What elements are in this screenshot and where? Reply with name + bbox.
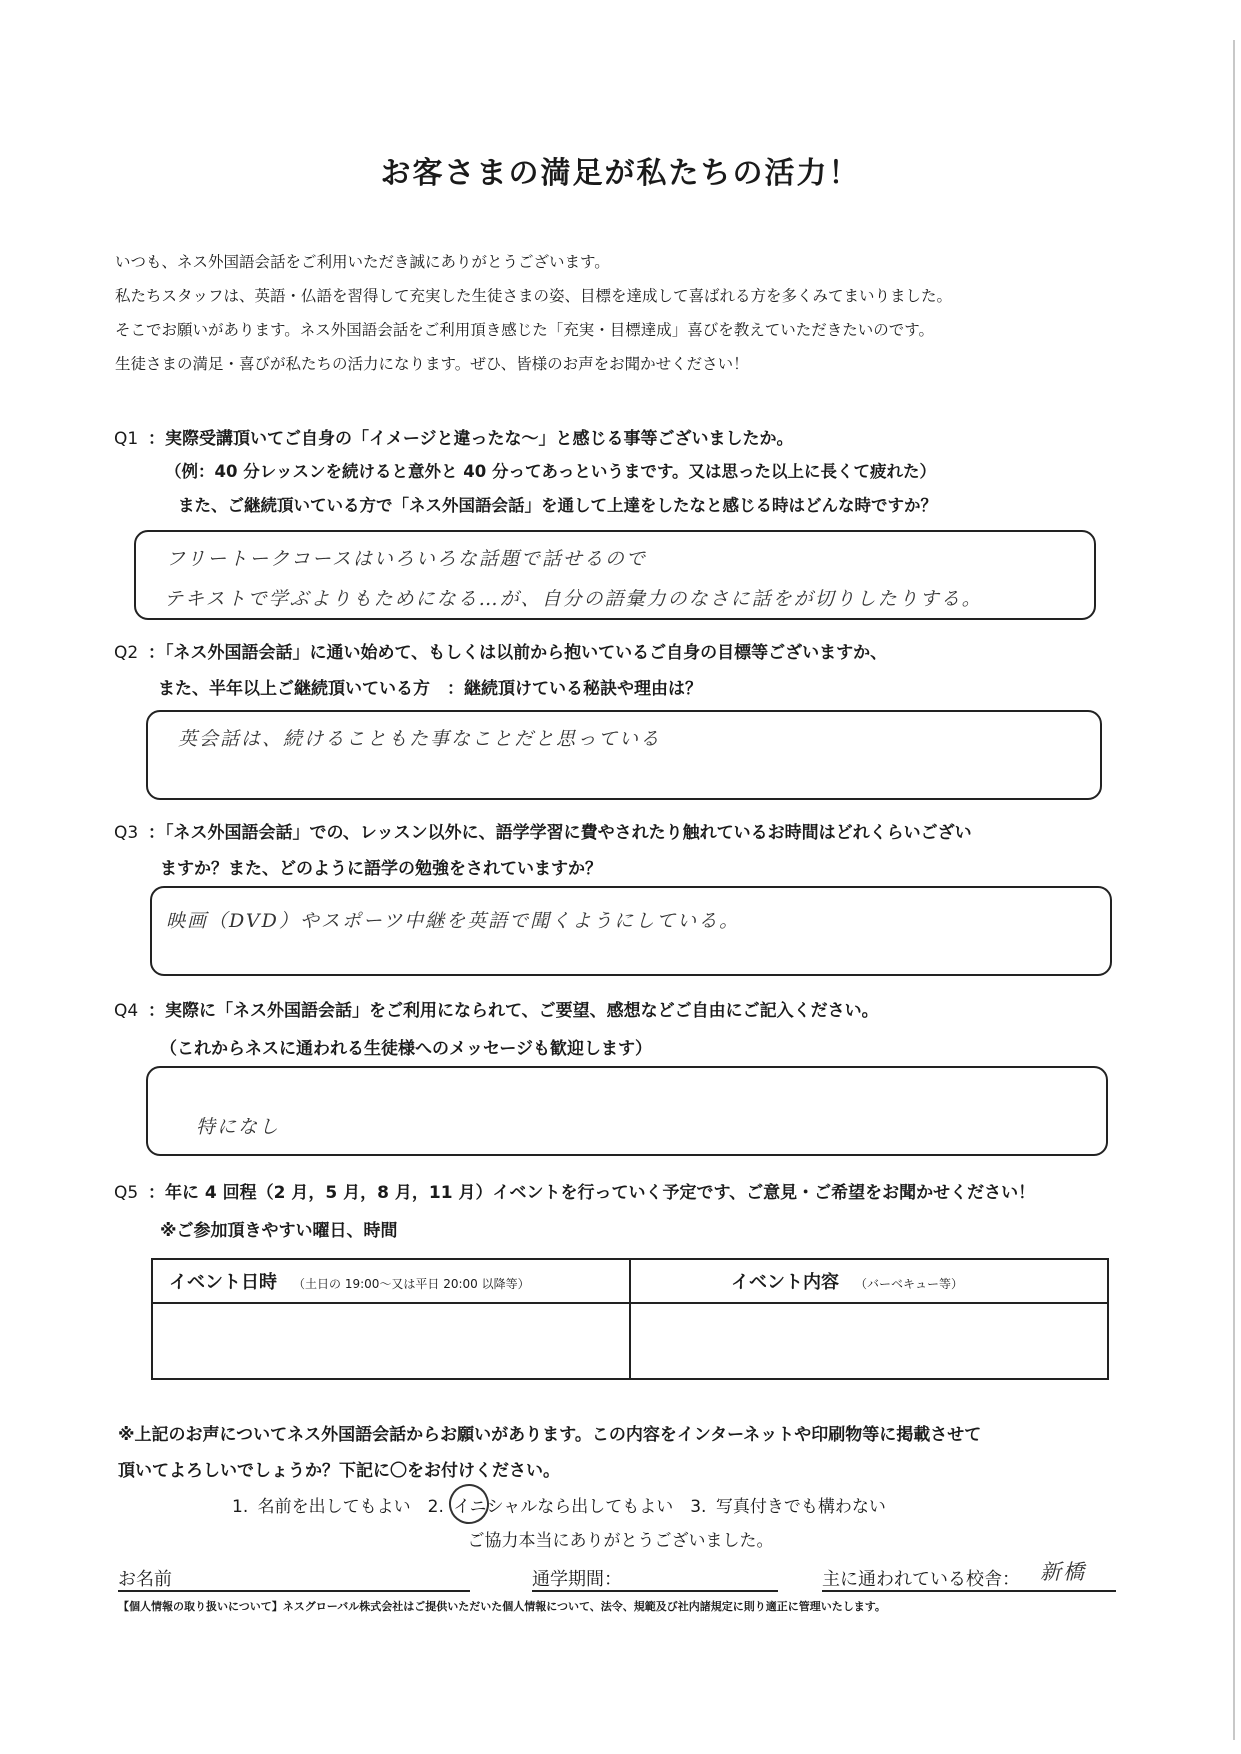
event-content-note: （バーベキュー等） (855, 1277, 964, 1291)
q1-line1 (114, 424, 794, 449)
period-label: 通学期間： (532, 1569, 622, 1590)
q1-answer-line2: テキストで学ぶよりもためになる…が、自分の語彙力のなさに話をが切りしたりする。 (164, 588, 983, 610)
q3-line1 (114, 818, 972, 843)
q1-number: Q1 (114, 429, 139, 449)
consent-line2: 頂いてよろしいでしょうか？下記に〇をお付けください。 (118, 1461, 560, 1481)
thanks-message: ご協力本当にありがとうございました。 (467, 1531, 774, 1551)
q1-example: （例：40 分レッスンを続けると意外と 40 分ってあっというまです。又は思った以上に長くて疲れた） (165, 462, 937, 481)
school-value: 新橋 (1040, 1560, 1086, 1584)
consent-options[interactable]: 1. 名前を出してもよい 2. イニシャルなら出してもよい 3. 写真付きでも構わない (232, 1497, 886, 1517)
q4-number: Q4 (114, 1001, 139, 1021)
event-date-cell[interactable] (152, 1303, 630, 1379)
q3-text: ：「ネス外国語会話」での、レッスン以外に、語学学習に費やされたり触れているお時間はどれくらいござい (148, 823, 972, 843)
event-date-label: イベント日時 (169, 1272, 277, 1293)
q2-text: ：「ネス外国語会話」に通い始めて、もしくは以前から抱いているご自身の目標等ございますか、 (148, 643, 888, 663)
q2-answer: 英会話は、続けることもた事なことだと思っている (178, 728, 662, 750)
event-date-header (152, 1259, 630, 1303)
q5-line2: ※ご参加頂きやすい曜日、時間 (160, 1221, 398, 1241)
q5-number: Q5 (114, 1183, 139, 1203)
event-content-cell[interactable] (630, 1303, 1108, 1379)
q5-text: ：年に 4 回程（2 月，5 月，8 月，11 月）イベントを行っていく予定です、ご意見・ご希望をお聞かせください！ (148, 1183, 1036, 1203)
q3-line2: ますか？また、どのように語学の勉強をされていますか？ (160, 859, 602, 879)
event-content-label: イベント内容 (731, 1272, 839, 1293)
consent-line1: ※上記のお声についてネス外国語会話からお願いがあります。この内容をインターネットや印刷物等に掲載させて (118, 1425, 982, 1445)
scan-edge-line (1233, 40, 1235, 1740)
q4-answer-box[interactable] (146, 1066, 1108, 1156)
q2-line1 (114, 638, 887, 663)
privacy-notice: 【個人情報の取り扱いについて】ネスグローバル株式会社はご提供いただいた個人情報について、法令、規範及び社内諸規定に則り適正に管理いたします。 (118, 1600, 886, 1613)
q1-line3: また、ご継続頂いている方で「ネス外国語会話」を通して上達をしたなと感じる時はどんな時ですか？ (178, 496, 937, 515)
q2-number: Q2 (114, 643, 139, 663)
q1-answer-line1: フリートークコースはいろいろな話題で話せるので (166, 548, 647, 570)
intro-line: 私たちスタッフは、英語・仏語を習得して充実した生徒さまの姿、目標を達成して喜ばれる方を多くみてまいりました。 (115, 287, 953, 305)
q3-answer: 映画（DVD）やスポーツ中継を英語で聞くようにしている。 (166, 910, 741, 932)
q4-text: ：実際に「ネス外国語会話」をご利用になられて、ご要望、感想などご自由にご記入ください。 (148, 1001, 879, 1021)
q2-line2: また、半年以上ご継続頂いている方 ：継続頂けている秘訣や理由は？ (158, 679, 702, 699)
intro-line: 生徒さまの満足・喜びが私たちの活力になります。ぜひ、皆様のお声をお聞かせください！ (115, 355, 749, 373)
intro-line: いつも、ネス外国語会話をご利用いただき誠にありがとうございます。 (115, 253, 610, 271)
event-date-note: （土日の 19:00～又は平日 20:00 以降等） (293, 1277, 530, 1291)
q4-line2: （これからネスに通われる生徒様へのメッセージも歓迎します） (160, 1039, 652, 1059)
event-table (151, 1258, 1109, 1380)
q4-line1 (114, 996, 879, 1021)
name-field[interactable] (118, 1590, 470, 1592)
event-content-header (630, 1259, 1108, 1303)
period-field[interactable] (532, 1590, 778, 1592)
selected-option-circle (444, 1479, 494, 1529)
intro-paragraph (115, 245, 1135, 381)
page-title: お客さまの満足が私たちの活力！ (380, 156, 861, 191)
q1-text: ：実際受講頂いてご自身の「イメージと違ったな～」と感じる事等ございましたか。 (148, 429, 794, 449)
school-field[interactable] (822, 1590, 1116, 1592)
q4-answer: 特になし (196, 1116, 281, 1138)
q3-number: Q3 (114, 823, 139, 843)
school-label: 主に通われている校舎： (822, 1569, 1020, 1590)
name-label: お名前 (118, 1569, 172, 1590)
intro-line: そこでお願いがあります。ネス外国語会話をご利用頂き感じた「充実・目標達成」喜びを教えていただきたいのです。 (115, 321, 935, 339)
q5-line1 (114, 1178, 1035, 1203)
